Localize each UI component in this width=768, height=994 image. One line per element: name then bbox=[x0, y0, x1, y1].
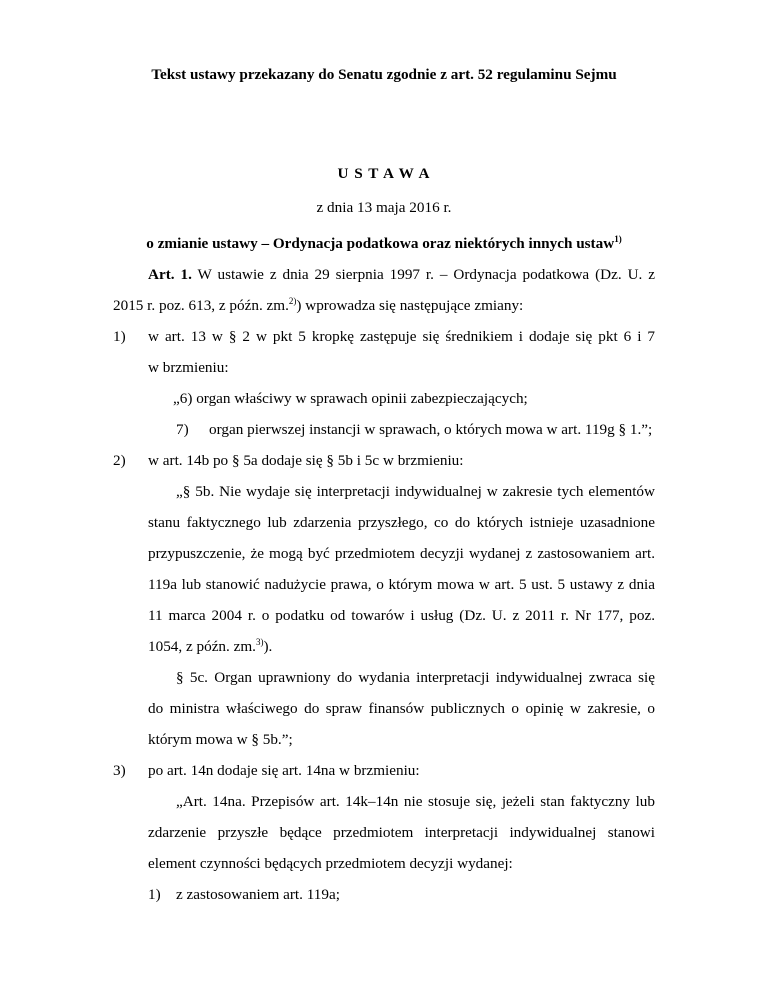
item3-line1: po art. 14n dodaje się art. 14na w brzmieniu: bbox=[148, 762, 420, 779]
act-title: U S T A W A bbox=[337, 165, 431, 182]
item1-line1: w art. 13 w § 2 w pkt 5 kropkę zastępuje się średnikiem i dodaje się pkt 6 i 7 bbox=[148, 328, 655, 345]
item2-5b-line5: 11 marca 2004 r. o podatku od towarów i usług (Dz. U. z 2011 r. Nr 177, poz. bbox=[148, 607, 655, 624]
item-number: 3) bbox=[113, 762, 126, 779]
item2-5c-line3: którym mowa w § 5b.”; bbox=[148, 731, 293, 748]
document-header: Tekst ustawy przekazany do Senatu zgodnie z art. 52 regulaminu Sejmu bbox=[151, 66, 617, 83]
item1-point7: organ pierwszej instancji w sprawach, o których mowa w art. 119g § 1.”; bbox=[209, 421, 653, 438]
footnote-ref-1: 1) bbox=[614, 234, 622, 244]
item1-point6: „6) organ właściwy w sprawach opinii zabezpieczających; bbox=[173, 390, 528, 407]
item2-5b-line1: „§ 5b. Nie wydaje się interpretacji indywidualnej w zakresie tych elementów bbox=[176, 483, 655, 500]
item3-art-line1: „Art. 14na. Przepisów art. 14k–14n nie stosuje się, jeżeli stan faktyczny lub bbox=[176, 793, 655, 810]
item-number: 2) bbox=[113, 452, 126, 469]
act-date: z dnia 13 maja 2016 r. bbox=[316, 199, 452, 216]
item3-art-line2: zdarzenie przyszłe będące przedmiotem interpretacji indywidualnej stanowi bbox=[148, 824, 655, 841]
item3-point1-number: 1) bbox=[148, 886, 161, 903]
item1-point7-number: 7) bbox=[176, 421, 189, 438]
item-number: 1) bbox=[113, 328, 126, 345]
item2-5b-line4: 119a lub stanowić nadużycie prawa, o którym mowa w art. 5 ust. 5 ustawy z dnia bbox=[148, 576, 655, 593]
item2-5b-line3: przypuszczenie, że mogą być przedmiotem decyzji wydanej z zastosowaniem art. bbox=[148, 545, 655, 562]
item2-5b-line6: 1054, z późn. zm.$^{3)}$). bbox=[148, 637, 273, 655]
item2-5b-line2: stanu faktycznego lub zdarzenia przyszłego, co do których istnieje uzasadnione bbox=[148, 514, 655, 531]
art1-line1: Art. 1. W ustawie z dnia 29 sierpnia 1997 r. – Ordynacja podatkowa (Dz. U. z bbox=[148, 266, 655, 283]
act-subject: o zmianie ustawy – Ordynacja podatkowa oraz niektórych innych ustaw$^{1)}$ bbox=[146, 234, 622, 252]
item3-art-line3: element czynności będących przedmiotem decyzji wydanej: bbox=[148, 855, 513, 872]
footnote-ref-2: 2) bbox=[288, 296, 297, 306]
item2-5c-line1: § 5c. Organ uprawniony do wydania interpretacji indywidualnej zwraca się bbox=[176, 669, 655, 686]
item2-line1: w art. 14b po § 5a dodaje się § 5b i 5c w brzmieniu: bbox=[148, 452, 464, 469]
art1-line2: 2015 r. poz. 613, z późn. zm.$^{2)}$) wprowadza się następujące zmiany: bbox=[113, 296, 524, 314]
footnote-ref-3: 3) bbox=[255, 637, 264, 647]
item3-point1: z zastosowaniem art. 119a; bbox=[176, 886, 340, 903]
item1-line2: w brzmieniu: bbox=[148, 359, 229, 376]
item2-5c-line2: do ministra właściwego do spraw finansów publicznych o opinię w zakresie, o bbox=[148, 700, 655, 717]
art1-label: Art. 1. bbox=[148, 266, 192, 283]
